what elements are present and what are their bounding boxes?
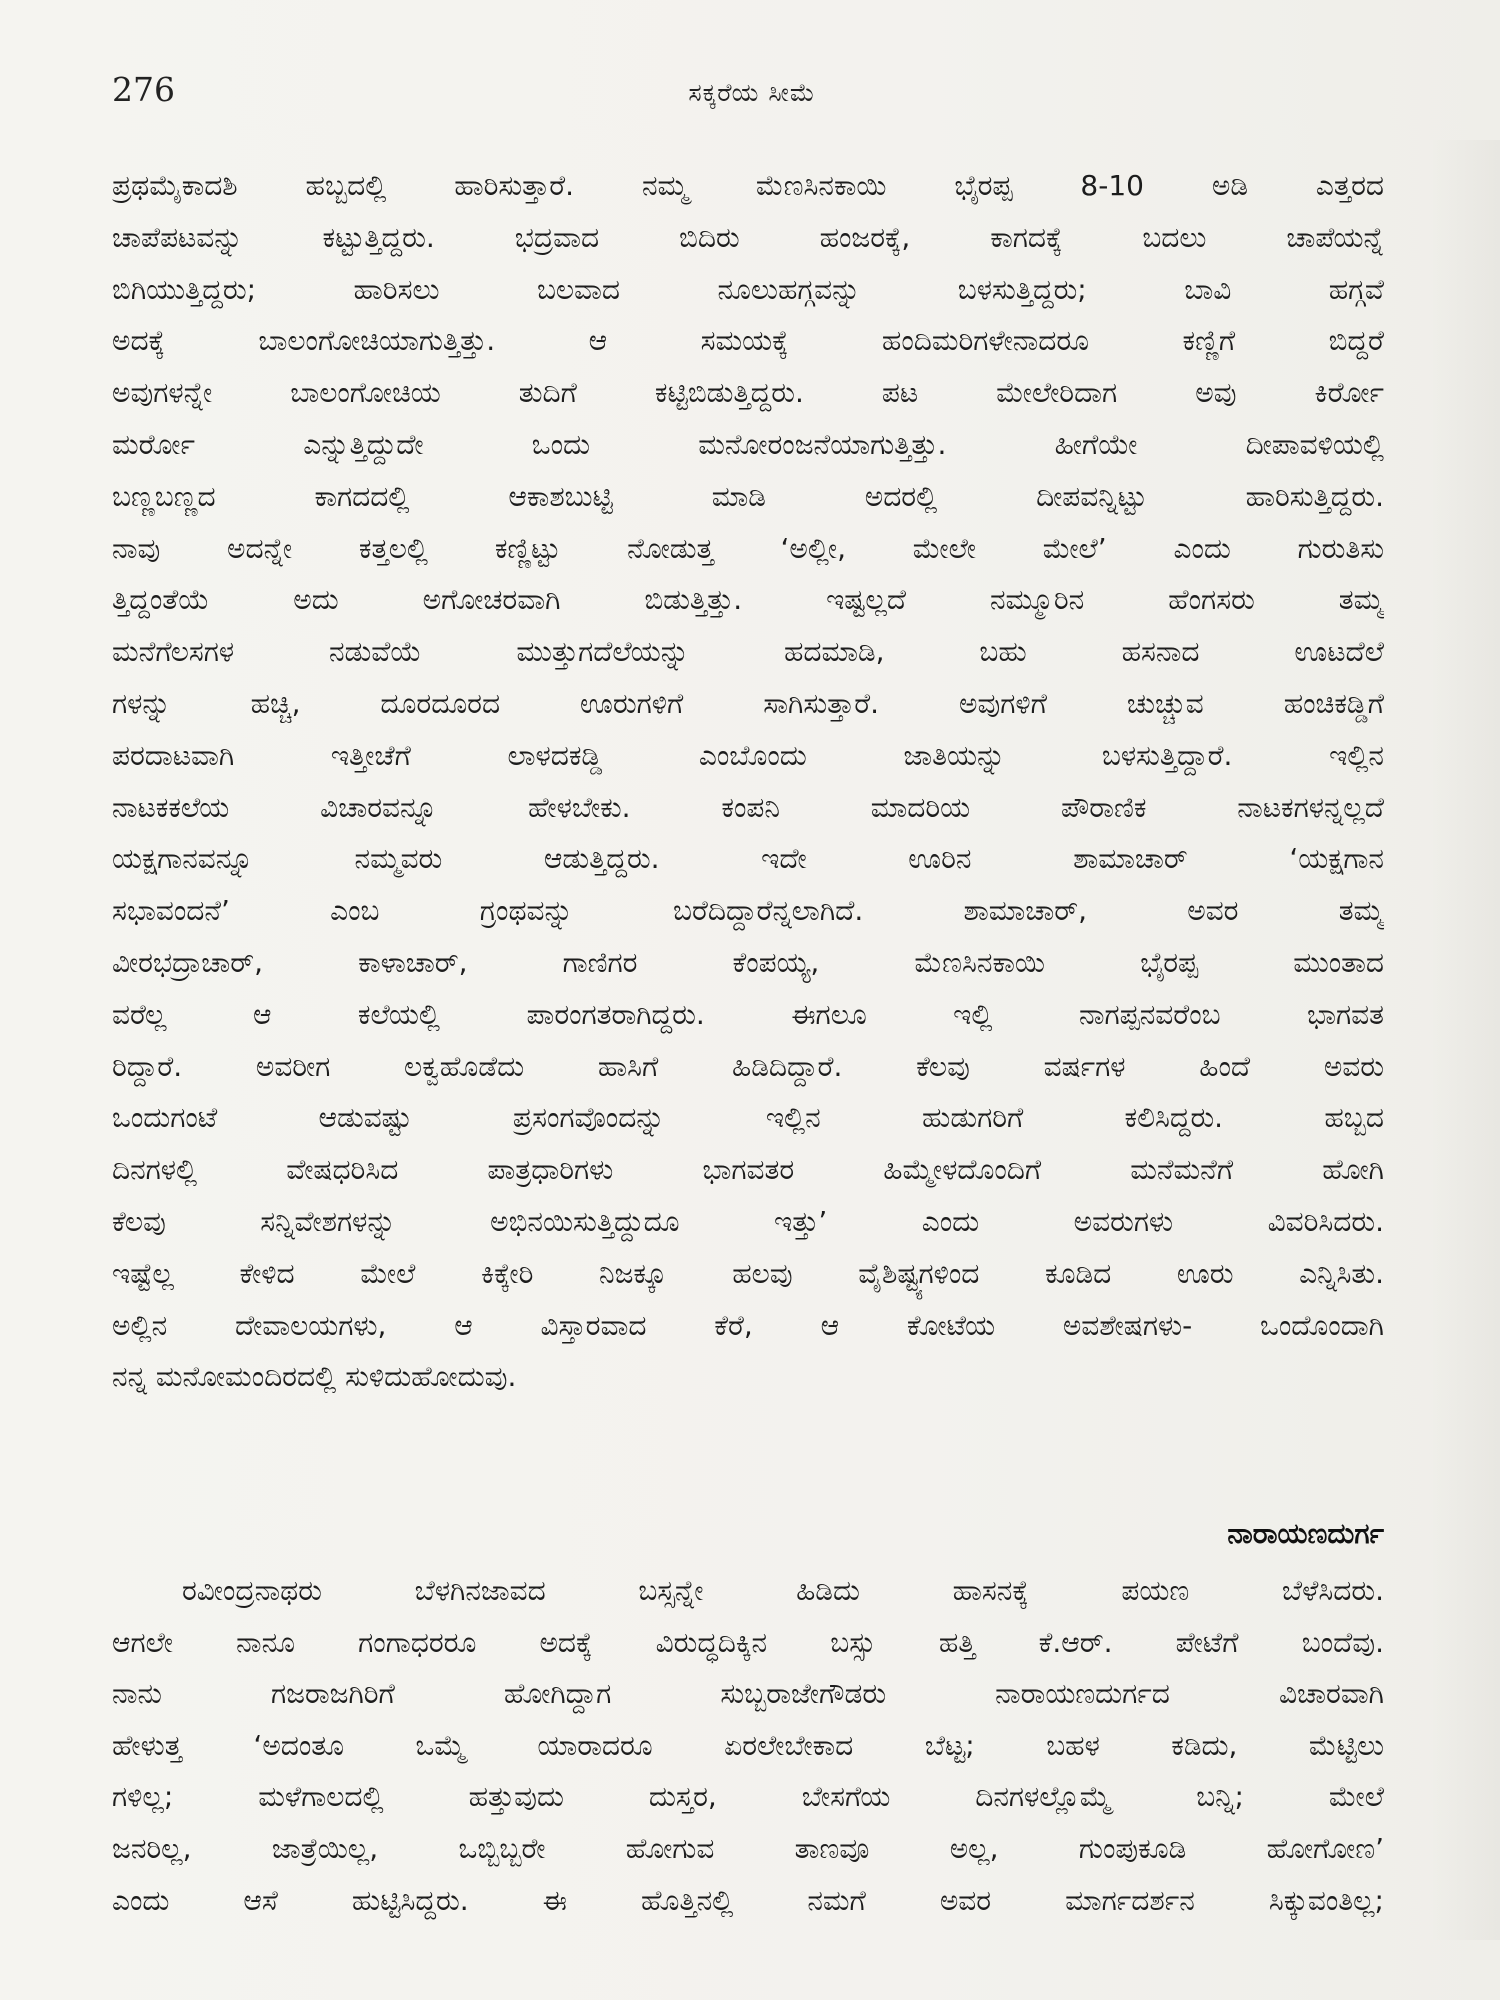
text-line: ಇಷ್ಟೆಲ್ಲ ಕೇಳಿದ ಮೇಲೆ ಕಿಕ್ಕೇರಿ ನಿಜಕ್ಕೂ ಹಲವು ವೈಶಿಷ್ಟ್ಯಗಳಿಂದ ಕೂಡಿದ ಊರು ಎನ್ನಿಸಿತು. [112,1256,1384,1290]
text-line: ಕೆಲವು ಸನ್ನಿವೇಶಗಳನ್ನು ಅಭಿನಯಿಸುತ್ತಿದ್ದುದೂ ಇತ್ತು’ ಎಂದು ಅವರುಗಳು ವಿವರಿಸಿದರು. [112,1204,1384,1238]
text-line: ಗಳಿಲ್ಲ; ಮಳೆಗಾಲದಲ್ಲಿ ಹತ್ತುವುದು ದುಸ್ತರ, ಬೇಸಗೆಯ ದಿನಗಳಲ್ಲೊಮ್ಮೆ ಬನ್ನಿ; ಮೇಲೆ [112,1780,1384,1814]
text-line: ಮನೆಗೆಲಸಗಳ ನಡುವೆಯೆ ಮುತ್ತುಗದೆಲೆಯನ್ನು ಹದಮಾಡಿ, ಬಹು ಹಸನಾದ ಊಟದೆಲೆ [112,635,1384,669]
text-line: ಆಗಲೇ ನಾನೂ ಗಂಗಾಧರರೂ ಅದಕ್ಕೆ ವಿರುದ್ಧದಿಕ್ಕಿನ ಬಸ್ಸು ಹತ್ತಿ ಕೆ.ಆರ್. ಪೇಟೆಗೆ ಬಂದೆವು. [112,1625,1384,1659]
section-heading: ನಾರಾಯಣದುರ್ಗ [1227,1517,1384,1550]
text-line: ಪರದಾಟವಾಗಿ ಇತ್ತೀಚೆಗೆ ಲಾಳದಕಡ್ಡಿ ಎಂಬೊಂದು ಜಾತಿಯನ್ನು ಬಳಸುತ್ತಿದ್ದಾರೆ. ಇಲ್ಲಿನ [112,738,1384,772]
text-line: ನನ್ನ ಮನೋಮಂದಿರದಲ್ಲಿ ಸುಳಿದುಹೋದುವು. [112,1360,517,1394]
text-line: ದಿನಗಳಲ್ಲಿ ವೇಷಧರಿಸಿದ ಪಾತ್ರಧಾರಿಗಳು ಭಾಗವತರ ಹಿಮ್ಮೇಳದೊಂದಿಗೆ ಮನೆಮನೆಗೆ ಹೋಗಿ [112,1153,1384,1187]
text-line: ಯಕ್ಷಗಾನವನ್ನೂ ನಮ್ಮವರು ಆಡುತ್ತಿದ್ದರು. ಇದೇ ಊರಿನ ಶಾಮಾಚಾರ್ ‘ಯಕ್ಷಗಾನ [112,842,1384,876]
text-line: ಚಾಪೆಪಟವನ್ನು ಕಟ್ಟುತ್ತಿದ್ದರು. ಭದ್ರವಾದ ಬಿದಿರು ಹಂಜರಕ್ಕೆ, ಕಾಗದಕ್ಕೆ ಬದಲು ಚಾಪೆಯನ್ನೆ [112,220,1384,254]
paragraph-1 [112,160,1384,1403]
text-line: ರಿದ್ದಾರೆ. ಅವರೀಗ ಲಕ್ವಹೊಡೆದು ಹಾಸಿಗೆ ಹಿಡಿದಿದ್ದಾರೆ. ಕೆಲವು ವರ್ಷಗಳ ಹಿಂದೆ ಅವರು [112,1049,1384,1083]
page-edge-shadow [1430,140,1500,1940]
text-line: ಅದಕ್ಕೆ ಬಾಲಂಗೋಚಿಯಾಗುತ್ತಿತ್ತು. ಆ ಸಮಯಕ್ಕೆ ಹಂದಿಮರಿಗಳೇನಾದರೂ ಕಣ್ಣಿಗೆ ಬಿದ್ದರೆ [112,324,1384,358]
text-line: ವೀರಭದ್ರಾಚಾರ್, ಕಾಳಾಚಾರ್, ಗಾಣಿಗರ ಕೆಂಪಯ್ಯ, ಮೆಣಸಿನಕಾಯಿ ಭೈರಪ್ಪ ಮುಂತಾದ [112,945,1384,979]
text-line: ನಾವು ಅದನ್ನೇ ಕತ್ತಲಲ್ಲಿ ಕಣ್ಣಿಟ್ಟು ನೋಡುತ್ತ ‘ಅಲ್ಲೀ, ಮೇಲೇ ಮೇಲೆ’ ಎಂದು ಗುರುತಿಸು [112,531,1384,565]
paragraph-2 [112,1565,1384,1926]
text-line: ಎಂದು ಆಸೆ ಹುಟ್ಟಿಸಿದ್ದರು. ಈ ಹೊತ್ತಿನಲ್ಲಿ ನಮಗೆ ಅವರ ಮಾರ್ಗದರ್ಶನ ಸಿಕ್ಕುವಂತಿಲ್ಲ; [112,1883,1384,1917]
text-line: ಸಭಾವಂದನೆ’ ಎಂಬ ಗ್ರಂಥವನ್ನು ಬರೆದಿದ್ದಾರೆನ್ನಲಾಗಿದೆ. ಶಾಮಾಚಾರ್, ಅವರ ತಮ್ಮ [112,894,1384,928]
text-line: ವರೆಲ್ಲ ಆ ಕಲೆಯಲ್ಲಿ ಪಾರಂಗತರಾಗಿದ್ದರು. ಈಗಲೂ ಇಲ್ಲಿ ನಾಗಪ್ಪನವರೆಂಬ ಭಾಗವತ [112,997,1384,1031]
text-line: ಅಲ್ಲಿನ ದೇವಾಲಯಗಳು, ಆ ವಿಸ್ತಾರವಾದ ಕೆರೆ, ಆ ಕೋಟೆಯ ಅವಶೇಷಗಳು- ಒಂದೊಂದಾಗಿ [112,1308,1384,1342]
text-line: ಬಣ್ಣಬಣ್ಣದ ಕಾಗದದಲ್ಲಿ ಆಕಾಶಬುಟ್ಟಿ ಮಾಡಿ ಅದರಲ್ಲಿ ದೀಪವನ್ನಿಟ್ಟು ಹಾರಿಸುತ್ತಿದ್ದರು. [112,479,1384,513]
text-line: ಗಳನ್ನು ಹಚ್ಚಿ, ದೂರದೂರದ ಊರುಗಳಿಗೆ ಸಾಗಿಸುತ್ತಾರೆ. ಅವುಗಳಿಗೆ ಚುಚ್ಚುವ ಹಂಚಿಕಡ್ಡಿಗೆ [112,686,1384,720]
text-line: ಮರ್ರೋ ಎನ್ನುತ್ತಿದ್ದುದೇ ಒಂದು ಮನೋರಂಜನೆಯಾಗುತ್ತಿತ್ತು. ಹೀಗೆಯೇ ದೀಪಾವಳಿಯಲ್ಲಿ [112,427,1384,461]
text-line: ಹೇಳುತ್ತ ‘ಅದಂತೂ ಒಮ್ಮೆ ಯಾರಾದರೂ ಏರಲೇಬೇಕಾದ ಬೆಟ್ಟ; ಬಹಳ ಕಡಿದು, ಮೆಟ್ಟಿಲು [112,1728,1384,1762]
text-line: ಬಿಗಿಯುತ್ತಿದ್ದರು; ಹಾರಿಸಲು ಬಲವಾದ ನೂಲುಹಗ್ಗವನ್ನು ಬಳಸುತ್ತಿದ್ದರು; ಬಾವಿ ಹಗ್ಗವೆ [112,272,1384,306]
text-line: ತ್ತಿದ್ದಂತೆಯೆ ಅದು ಅಗೋಚರವಾಗಿ ಬಿಡುತ್ತಿತ್ತು. ಇಷ್ಟಲ್ಲದೆ ನಮ್ಮೂರಿನ ಹೆಂಗಸರು ತಮ್ಮ [112,583,1384,617]
text-line: ಜನರಿಲ್ಲ, ಜಾತ್ರೆಯಿಲ್ಲ, ಒಬ್ಬಿಬ್ಬರೇ ಹೋಗುವ ತಾಣವೂ ಅಲ್ಲ, ಗುಂಪುಕೂಡಿ ಹೋಗೋಣ’ [112,1831,1384,1865]
text-line: ನಾಟಕಕಲೆಯ ವಿಚಾರವನ್ನೂ ಹೇಳಬೇಕು. ಕಂಪನಿ ಮಾದರಿಯ ಪೌರಾಣಿಕ ನಾಟಕಗಳನ್ನಲ್ಲದೆ [112,790,1384,824]
page-header [112,70,1392,120]
text-line: ನಾನು ಗಜರಾಜಗಿರಿಗೆ ಹೋಗಿದ್ದಾಗ ಸುಬ್ಬರಾಜೇಗೌಡರು ನಾರಾಯಣದುರ್ಗದ ವಿಚಾರವಾಗಿ [112,1677,1384,1711]
text-line: ರವೀಂದ್ರನಾಥರು ಬೆಳಗಿನಜಾವದ ಬಸ್ಸನ್ನೇ ಹಿಡಿದು ಹಾಸನಕ್ಕೆ ಪಯಣ ಬೆಳೆಸಿದರು. [182,1574,1384,1607]
running-title: ಸಕ್ಕರೆಯ ಸೀಮೆ [688,78,816,107]
text-line: ಪ್ರಥಮೈಕಾದಶಿ ಹಬ್ಬದಲ್ಲಿ ಹಾರಿಸುತ್ತಾರೆ. ನಮ್ಮ ಮೆಣಸಿನಕಾಯಿ ಭೈರಪ್ಪ 8-10 ಅಡಿ ಎತ್ತರದ [112,169,1384,202]
text-line: ಅವುಗಳನ್ನೇ ಬಾಲಂಗೋಚಿಯ ತುದಿಗೆ ಕಟ್ಟಿಬಿಡುತ್ತಿದ್ದರು. ಪಟ ಮೇಲೇರಿದಾಗ ಅವು ಕಿರ್ರೋ [112,376,1384,410]
page-number: 276 [112,70,175,109]
text-line: ಒಂದುಗಂಟೆ ಆಡುವಷ್ಟು ಪ್ರಸಂಗವೊಂದನ್ನು ಇಲ್ಲಿನ ಹುಡುಗರಿಗೆ ಕಲಿಸಿದ್ದರು. ಹಬ್ಬದ [112,1101,1384,1135]
